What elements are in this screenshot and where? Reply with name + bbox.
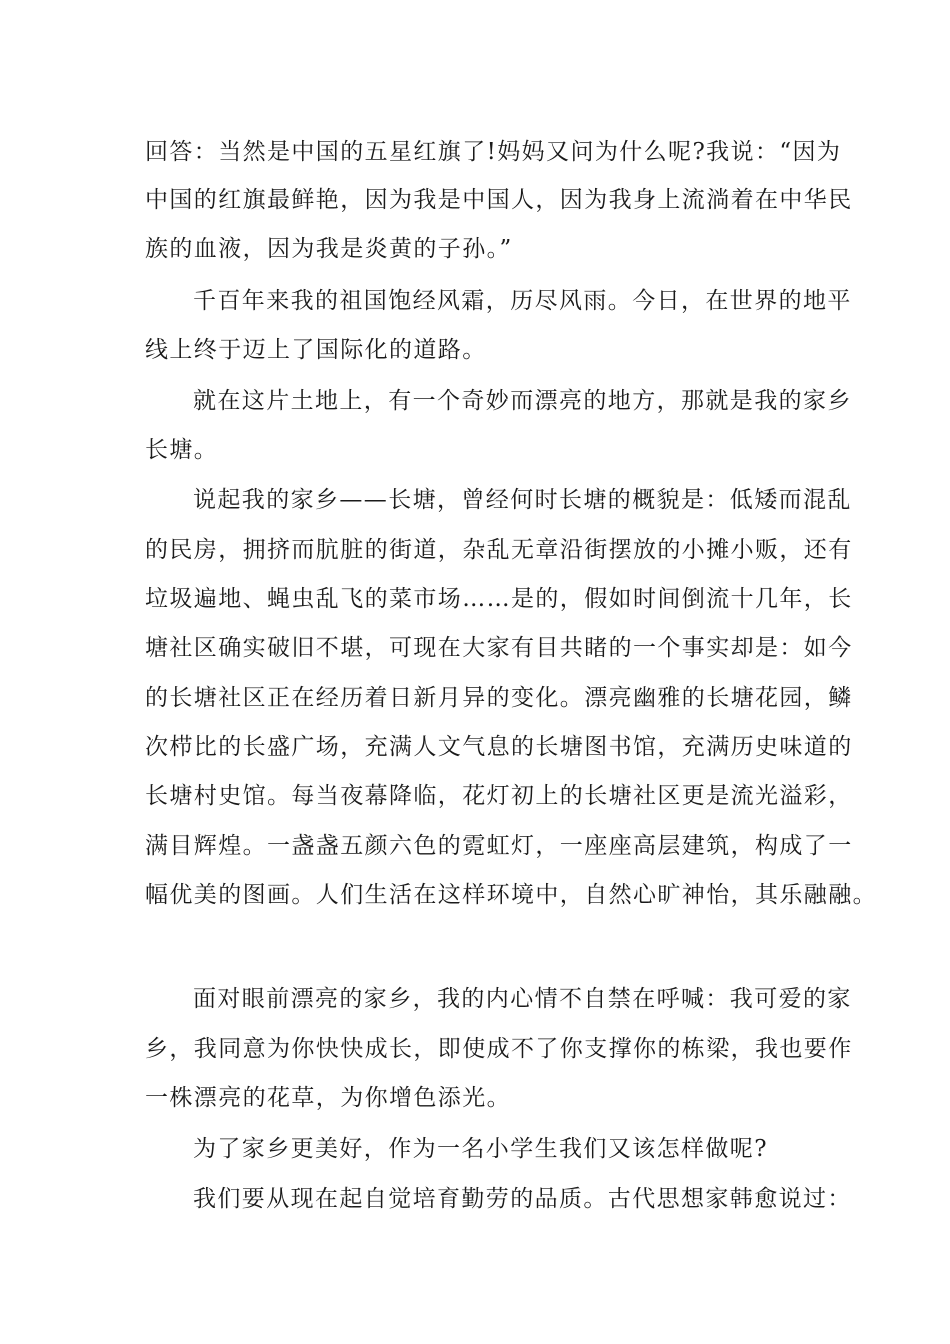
text-line: 塘社区确实破旧不堪，可现在大家有目共睹的一个事实却是：如今 <box>145 635 853 661</box>
paragraph-start-line: 千百年来我的祖国饱经风霜，历尽风雨。今日，在世界的地平 <box>193 288 852 314</box>
text-line: 幅优美的图画。人们生活在这样环境中，自然心旷神怡，其乐融融。 <box>145 882 877 908</box>
paragraph-start-line: 说起我的家乡——长塘，曾经何时长塘的概貌是：低矮而混乱 <box>193 487 852 513</box>
paragraph-start-line: 就在这片土地上，有一个奇妙而漂亮的地方，那就是我的家乡 <box>193 388 852 414</box>
text-line: 一株漂亮的花草，为你增色添光。 <box>145 1085 511 1111</box>
text-line: 乡，我同意为你快快成长，即使成不了你支撑你的栋梁，我也要作 <box>145 1036 853 1062</box>
text-line: 满目辉煌。一盏盏五颜六色的霓虹灯，一座座高层建筑，构成了一 <box>145 833 853 859</box>
paragraph-start-line: 我们要从现在起自觉培育勤劳的品质。古代思想家韩愈说过： <box>193 1186 852 1212</box>
text-line: 次栉比的长盛广场，充满人文气息的长塘图书馆，充满历史味道的 <box>145 734 853 760</box>
text-line: 回答：当然是中国的五星红旗了!妈妈又问为什么呢?我说：“因为 <box>145 139 842 165</box>
text-line: 线上终于迈上了国际化的道路。 <box>145 337 487 363</box>
paragraph-start-line: 面对眼前漂亮的家乡，我的内心情不自禁在呼喊：我可爱的家 <box>193 986 852 1012</box>
text-line: 的民房，拥挤而肮脏的街道，杂乱无章沿街摆放的小摊小贩，还有 <box>145 537 853 563</box>
text-line: 垃圾遍地、蝇虫乱飞的菜市场……是的，假如时间倒流十几年，长 <box>145 586 853 612</box>
paragraph-start-line: 为了家乡更美好，作为一名小学生我们又该怎样做呢? <box>193 1136 768 1162</box>
text-line: 的长塘社区正在经历着日新月异的变化。漂亮幽雅的长塘花园，鳞 <box>145 685 853 711</box>
text-line: 长塘。 <box>145 437 219 463</box>
text-line: 中国的红旗最鲜艳，因为我是中国人，因为我身上流淌着在中华民 <box>145 187 853 213</box>
text-line: 长塘村史馆。每当夜幕降临，花灯初上的长塘社区更是流光溢彩， <box>145 783 853 809</box>
text-line: 族的血液，因为我是炎黄的子孙。” <box>145 236 513 262</box>
